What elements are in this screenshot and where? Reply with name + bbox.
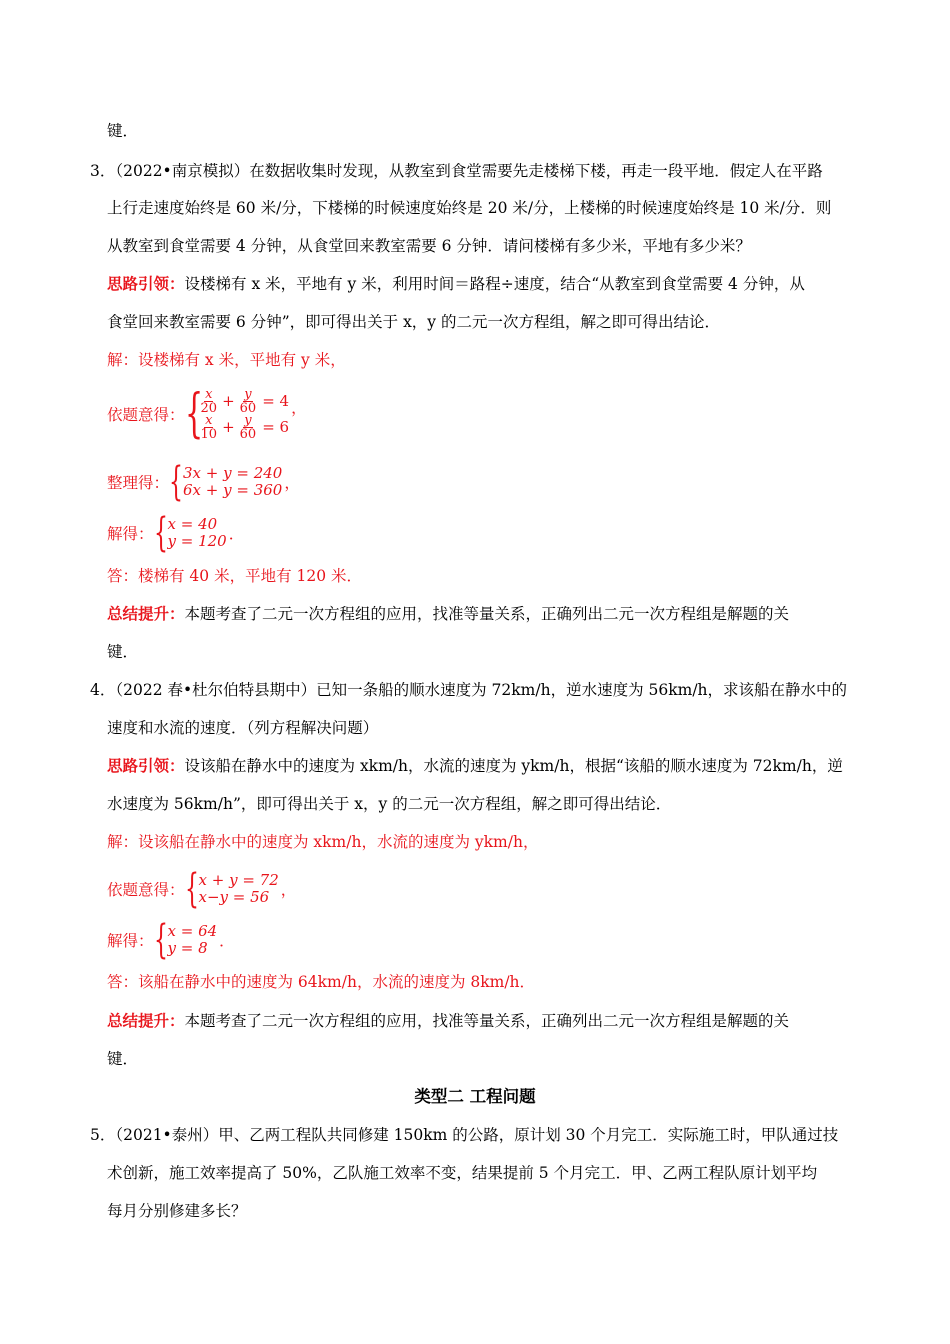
brace-icon: {: [153, 510, 168, 556]
solution-line: 解：设该船在静水中的速度为 xkm/h，水流的速度为 ykm/h，: [107, 833, 539, 851]
question-4-line-2: 速度和水流的速度．（列方程解决问题）: [107, 719, 379, 737]
question-3-line-1: 3．（2022•南京模拟）在数据收集时发现，从教室到食堂需要先走楼梯下楼，再走一段平地．假定人在平路: [90, 162, 823, 180]
hint-line-2: 水速度为 56km/h”，即可得出关于 x，y 的二元一次方程组，解之即可得出结论．: [107, 795, 672, 813]
equation-system-5: 解得： { x = 64 y = 8 ．: [107, 917, 235, 963]
equation-row: x = 64: [167, 922, 218, 940]
question-4-line-1: 4．（2022 春•杜尔伯特县期中）已知一条船的顺水速度为 72km/h，逆水速度为 56km/h，求该船在静水中的: [90, 681, 848, 699]
hint-label: 思路引领：: [107, 274, 185, 293]
equation-row: x−y = 56: [198, 888, 270, 906]
question-3-line-2: 上行走速度始终是 60 米/分，下楼梯的时候速度始终是 20 米/分，上楼梯的时候速度始终是 10 米/分．则: [107, 199, 832, 217]
brace-icon: {: [169, 459, 184, 505]
solution-line: 解：设楼梯有 x 米，平地有 y 米，: [107, 351, 346, 369]
question-3-line-3: 从教室到食堂需要 4 分钟，从食堂回来教室需要 6 分钟．请问楼梯有多少米，平地有多少米？: [107, 237, 751, 255]
brace-icon: {: [184, 384, 203, 444]
equation-label: 依题意得：: [107, 406, 185, 424]
question-5-line-3: 每月分别修建多长？: [107, 1202, 247, 1220]
equation-row: 3x + y = 240: [183, 464, 283, 482]
brace-icon: {: [184, 866, 199, 912]
summary-label: 总结提升：: [107, 1011, 185, 1030]
hint-line: 思路引领：设该船在静水中的速度为 xkm/h，水流的速度为 ykm/h，根据“该船的顺水速度为 72km/h，逆: [107, 756, 843, 775]
equation-system-2: 整理得： { 3x + y = 240 6x + y = 360 ，: [107, 459, 300, 505]
equation-label: 整理得：: [107, 474, 170, 492]
hint-text: 设楼梯有 x 米，平地有 y 米，利用时间＝路程÷速度，结合“从教室到食堂需要 4 分钟，从: [184, 275, 805, 293]
equation-label: 依题意得：: [107, 881, 185, 899]
hint-line: [107, 273, 805, 295]
equation-label: 解得：: [107, 932, 154, 950]
text-line: 键．: [107, 1050, 139, 1068]
text-line: 键．: [107, 643, 139, 661]
equation-row: y = 120: [167, 532, 227, 550]
summary-line: 总结提升：本题考查了二元一次方程组的应用，找准等量关系，正确列出二元一次方程组是解题的关: [107, 604, 790, 623]
equation-row: x = 40: [167, 515, 218, 533]
equation-system-4: 依题意得： { x + y = 72 x−y = 56 ，: [107, 866, 297, 912]
equation-system-1: 依题意得： { $\frac{x}{20}$ + $\frac{y}{60}$ = 4 $\frac{x}{10}$ + $\frac{y}{60}$ = 6 ，: [107, 384, 307, 444]
equation-row: $\frac{x}{20}$ + $\frac{y}{60}$ = 4: [200, 386, 290, 416]
equation-row: $\frac{x}{10}$ + $\frac{y}{60}$ = 6: [200, 412, 290, 442]
equation-row: x + y = 72: [198, 871, 279, 889]
answer-line: 答：楼梯有 40 米，平地有 120 米．: [107, 567, 363, 585]
hint-line-2: 食堂回来教室需要 6 分钟”，即可得出关于 x，y 的二元一次方程组，解之即可得出结论．: [107, 313, 720, 331]
brace-icon: {: [153, 917, 168, 963]
section-heading: 类型二 工程问题: [414, 1087, 536, 1106]
summary-line: 总结提升：本题考查了二元一次方程组的应用，找准等量关系，正确列出二元一次方程组是解题的关: [107, 1011, 790, 1030]
question-5-line-1: 5．（2021•泰州）甲、乙两工程队共同修建 150km 的公路，原计划 30 个月完工．实际施工时，甲队通过技: [90, 1126, 839, 1144]
equation-label: 解得：: [107, 525, 154, 543]
equation-row: 6x + y = 360: [183, 481, 283, 499]
equation-row: y = 8: [167, 939, 208, 957]
question-5-line-2: 术创新，施工效率提高了 50%，乙队施工效率不变，结果提前 5 个月完工．甲、乙两工程队原计划平均: [107, 1164, 818, 1182]
summary-label: 总结提升：: [107, 604, 185, 623]
answer-line: 答：该船在静水中的速度为 64km/h，水流的速度为 8km/h．: [107, 973, 536, 991]
hint-label: 思路引领：: [107, 756, 185, 775]
text-line: 键．: [107, 122, 139, 140]
equation-system-3: 解得： { x = 40 y = 120 ．: [107, 510, 245, 556]
equations: [199, 388, 290, 440]
